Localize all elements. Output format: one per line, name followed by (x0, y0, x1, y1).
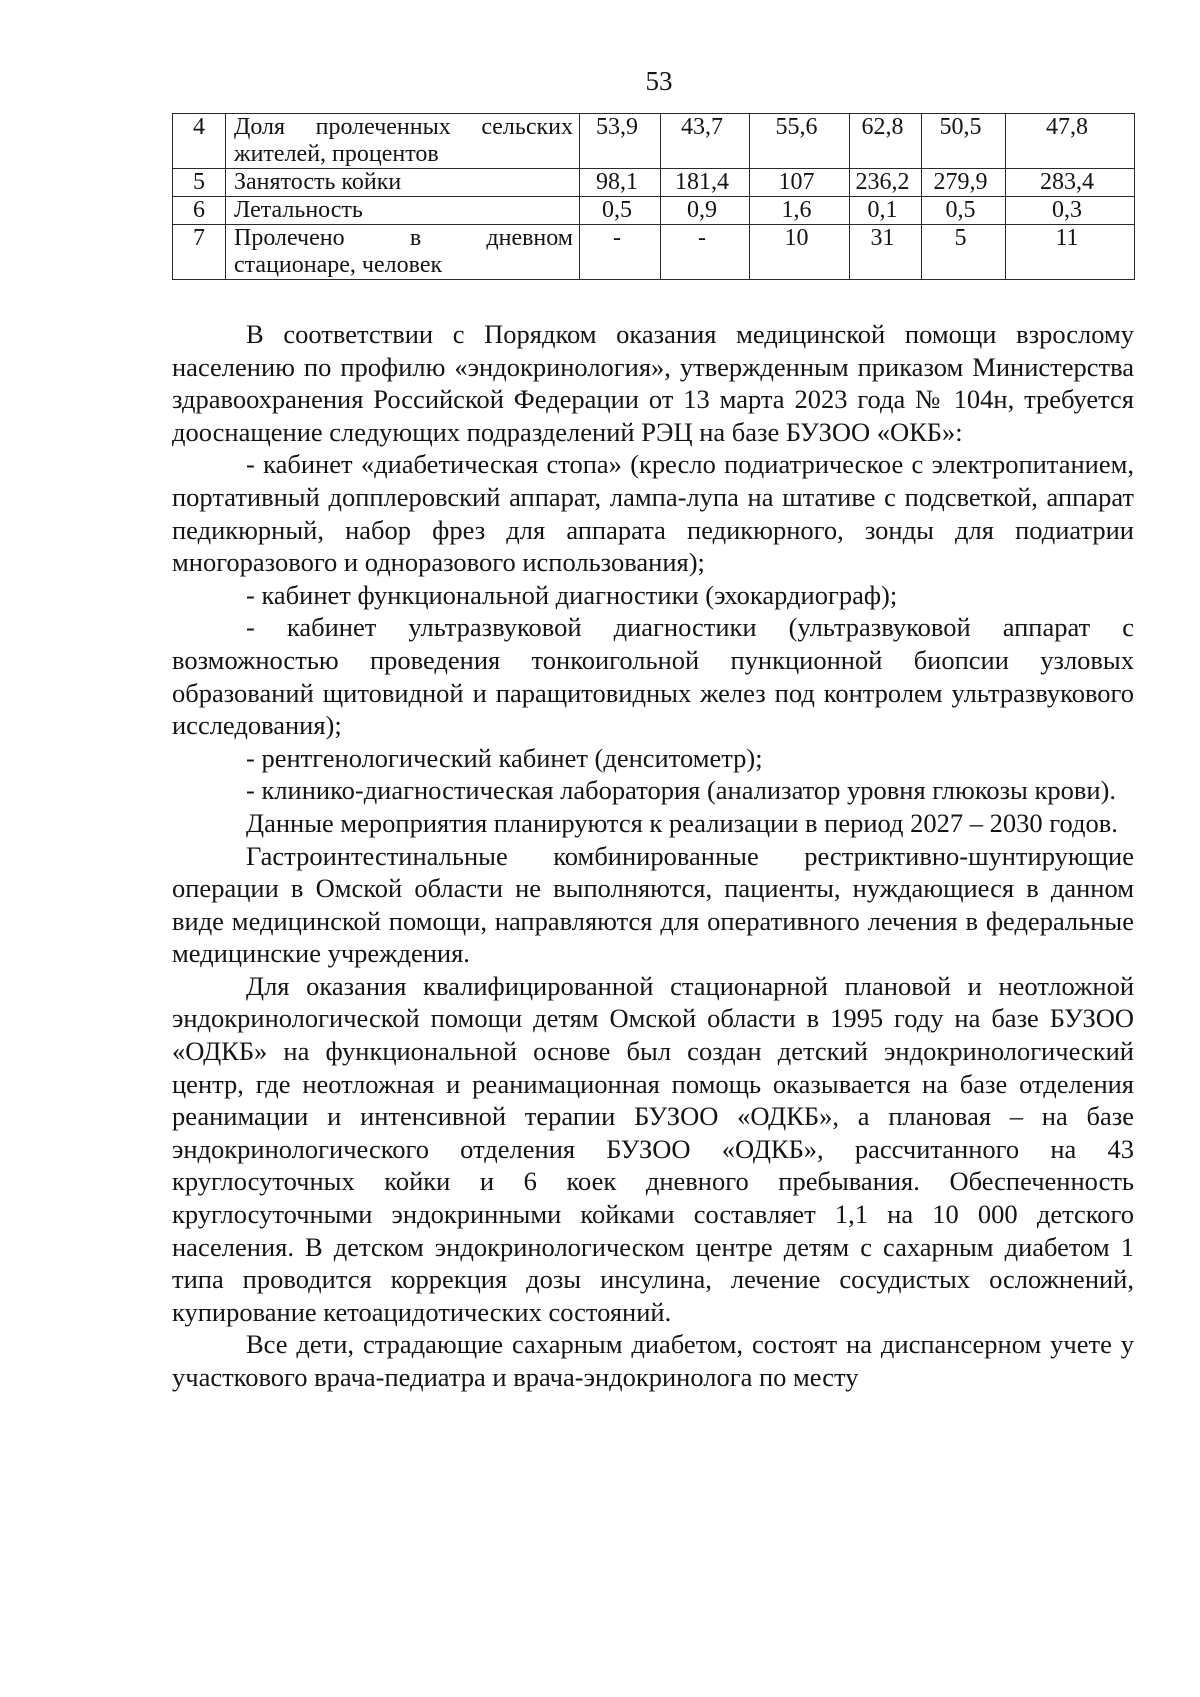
row-number: 4 (173, 114, 226, 169)
table-cell: 47,8 (1006, 114, 1135, 169)
table-cell: 1,6 (750, 197, 850, 225)
table-cell: 279,9 (922, 169, 1006, 197)
table-cell: 62,8 (850, 114, 922, 169)
row-label: Пролечено в дневном стационаре, человек (226, 225, 580, 280)
page-number: 53 (645, 66, 673, 96)
paragraph: В соответствии с Порядком оказания медицинской помощи взрослому населению по профилю «эндокринология», утвержденным приказом Министерства здравоохранения Российской Федерации от 13 марта 2023 года № 104н, требуется дооснащение следующих подразделений РЭЦ на базе БУЗОО «ОКБ»: (172, 319, 1134, 447)
table-cell: 0,3 (1006, 197, 1135, 225)
row-number: 7 (173, 225, 226, 280)
table-cell: 0,1 (850, 197, 922, 225)
paragraph: Все дети, страдающие сахарным диабетом, состоят на диспансерном учете у участкового врача-педиатра и врача-эндокринолога по месту (172, 1329, 1134, 1392)
table-cell: 5 (922, 225, 1006, 280)
table-cell: 0,5 (580, 197, 661, 225)
paragraph: Гастроинтестинальные комбинированные рестриктивно-шунтирующие операции в Омской области не выполняются, пациенты, нуждающиеся в данном виде медицинской помощи, направляются для оперативного лечения в федеральные медицинские учреждения. (172, 840, 1134, 969)
table-cell: - (580, 225, 661, 280)
table-cell: 55,6 (750, 114, 850, 169)
statistics-table (172, 113, 1135, 280)
row-number: 6 (173, 197, 226, 225)
row-label: Доля пролеченных сельских жителей, процентов (226, 114, 580, 169)
table-cell: 283,4 (1006, 169, 1135, 197)
paragraph: Для оказания квалифицированной стационарной плановой и неотложной эндокринологической помощи детям Омской области в 1995 году на базе БУЗОО «ОДКБ» на функциональной основе был создан детский эндокринологический центр, где неотложная и реанимационная помощь оказывается на базе отделения реанимации и интенсивной терапии БУЗОО «ОДКБ», а плановая – на базе эндокринологического отделения БУЗОО «ОДКБ», рассчитанного на 43 круглосуточных койки и 6 коек дневного пребывания. Обеспеченность круглосуточными эндокринными койками составляет 1,1 на 10 000 детского населения. В детском эндокринологическом центре детям с сахарным диабетом 1 типа проводится коррекция дозы инсулина, лечение сосудистых осложнений, купирование кетоацидотических состояний. (172, 970, 1134, 1327)
table-cell: - (661, 225, 750, 280)
row-number: 5 (173, 169, 226, 197)
table-cell: 10 (750, 225, 850, 280)
body-text (172, 318, 1134, 1394)
list-item: - кабинет «диабетическая стопа» (кресло подиатрическое с электропитанием, портативный допплеровский аппарат, лампа-лупа на штативе с подсветкой, аппарат педикюрный, набор фрез для аппарата педикюрного, зонды для подиатрии многоразового и одноразового использования); (172, 449, 1134, 578)
list-item: - клинико-диагностическая лаборатория (анализатор уровня глюкозы крови). (246, 775, 1117, 806)
paragraph: Данные мероприятия планируются к реализации в период 2027 – 2030 годов. (246, 807, 1118, 838)
table-cell: 181,4 (661, 169, 750, 197)
row-label: Летальность (226, 197, 580, 225)
table-cell: 236,2 (850, 169, 922, 197)
table-row (173, 225, 1135, 280)
table-row (173, 169, 1135, 197)
table-cell: 0,9 (661, 197, 750, 225)
table-cell: 43,7 (661, 114, 750, 169)
list-item: - кабинет функциональной диагностики (эхокардиограф); (246, 579, 898, 610)
table-cell: 50,5 (922, 114, 1006, 169)
table-cell: 107 (750, 169, 850, 197)
list-item: - кабинет ультразвуковой диагностики (ультразвуковой аппарат с возможностью проведения тонкоигольной пункционной биопсии узловых образований щитовидной и паращитовидных желез под контролем ультразвукового исследования); (172, 612, 1134, 741)
table-cell: 11 (1006, 225, 1135, 280)
table-cell: 31 (850, 225, 922, 280)
table-cell: 0,5 (922, 197, 1006, 225)
row-label: Занятость койки (226, 169, 580, 197)
table-row (173, 114, 1135, 169)
list-item: - рентгенологический кабинет (денситометр); (246, 742, 763, 773)
table-cell: 98,1 (580, 169, 661, 197)
table-row (173, 197, 1135, 225)
table-cell: 53,9 (580, 114, 661, 169)
